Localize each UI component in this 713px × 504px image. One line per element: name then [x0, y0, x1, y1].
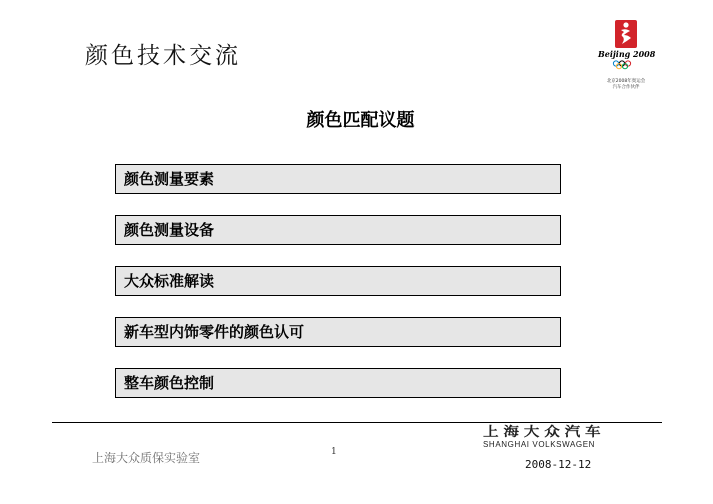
slide-subtitle: 颜色匹配议题 [306, 110, 415, 131]
agenda-item-color-measurement-equipment: 颜色测量设备 [115, 215, 561, 245]
footer-divider [52, 422, 662, 423]
brand-name-cn: 上海大众汽车 [483, 425, 606, 440]
slide-title: 颜色技术交流 [85, 43, 241, 69]
beijing-2008-logo [598, 20, 654, 112]
agenda-list [115, 164, 561, 398]
logo-caption [598, 79, 654, 91]
footer-department: 上海大众质保实验室 [92, 451, 201, 465]
logo-text: Beijing 2008 [598, 49, 656, 59]
page-number: 1 [331, 447, 337, 457]
agenda-item-color-measurement-elements: 颜色测量要素 [115, 164, 561, 194]
agenda-item-vw-standard-interpretation: 大众标准解读 [115, 266, 561, 296]
beijing-2008-emblem-icon [615, 20, 637, 48]
shanghai-volkswagen-logo [483, 426, 613, 450]
agenda-item-vehicle-color-control: 整车颜色控制 [115, 368, 561, 398]
footer-date: 2008-12-12 [525, 458, 592, 471]
logo-caption-line2: 汽车合作伙伴 [612, 85, 640, 90]
logo-caption-line1: 北京2008年奥运会 [606, 79, 646, 84]
brand-name-en: SHANGHAI VOLKSWAGEN [483, 440, 596, 449]
olympic-rings-icon [611, 60, 641, 70]
agenda-item-interior-parts-color-approval: 新车型内饰零件的颜色认可 [115, 317, 561, 347]
